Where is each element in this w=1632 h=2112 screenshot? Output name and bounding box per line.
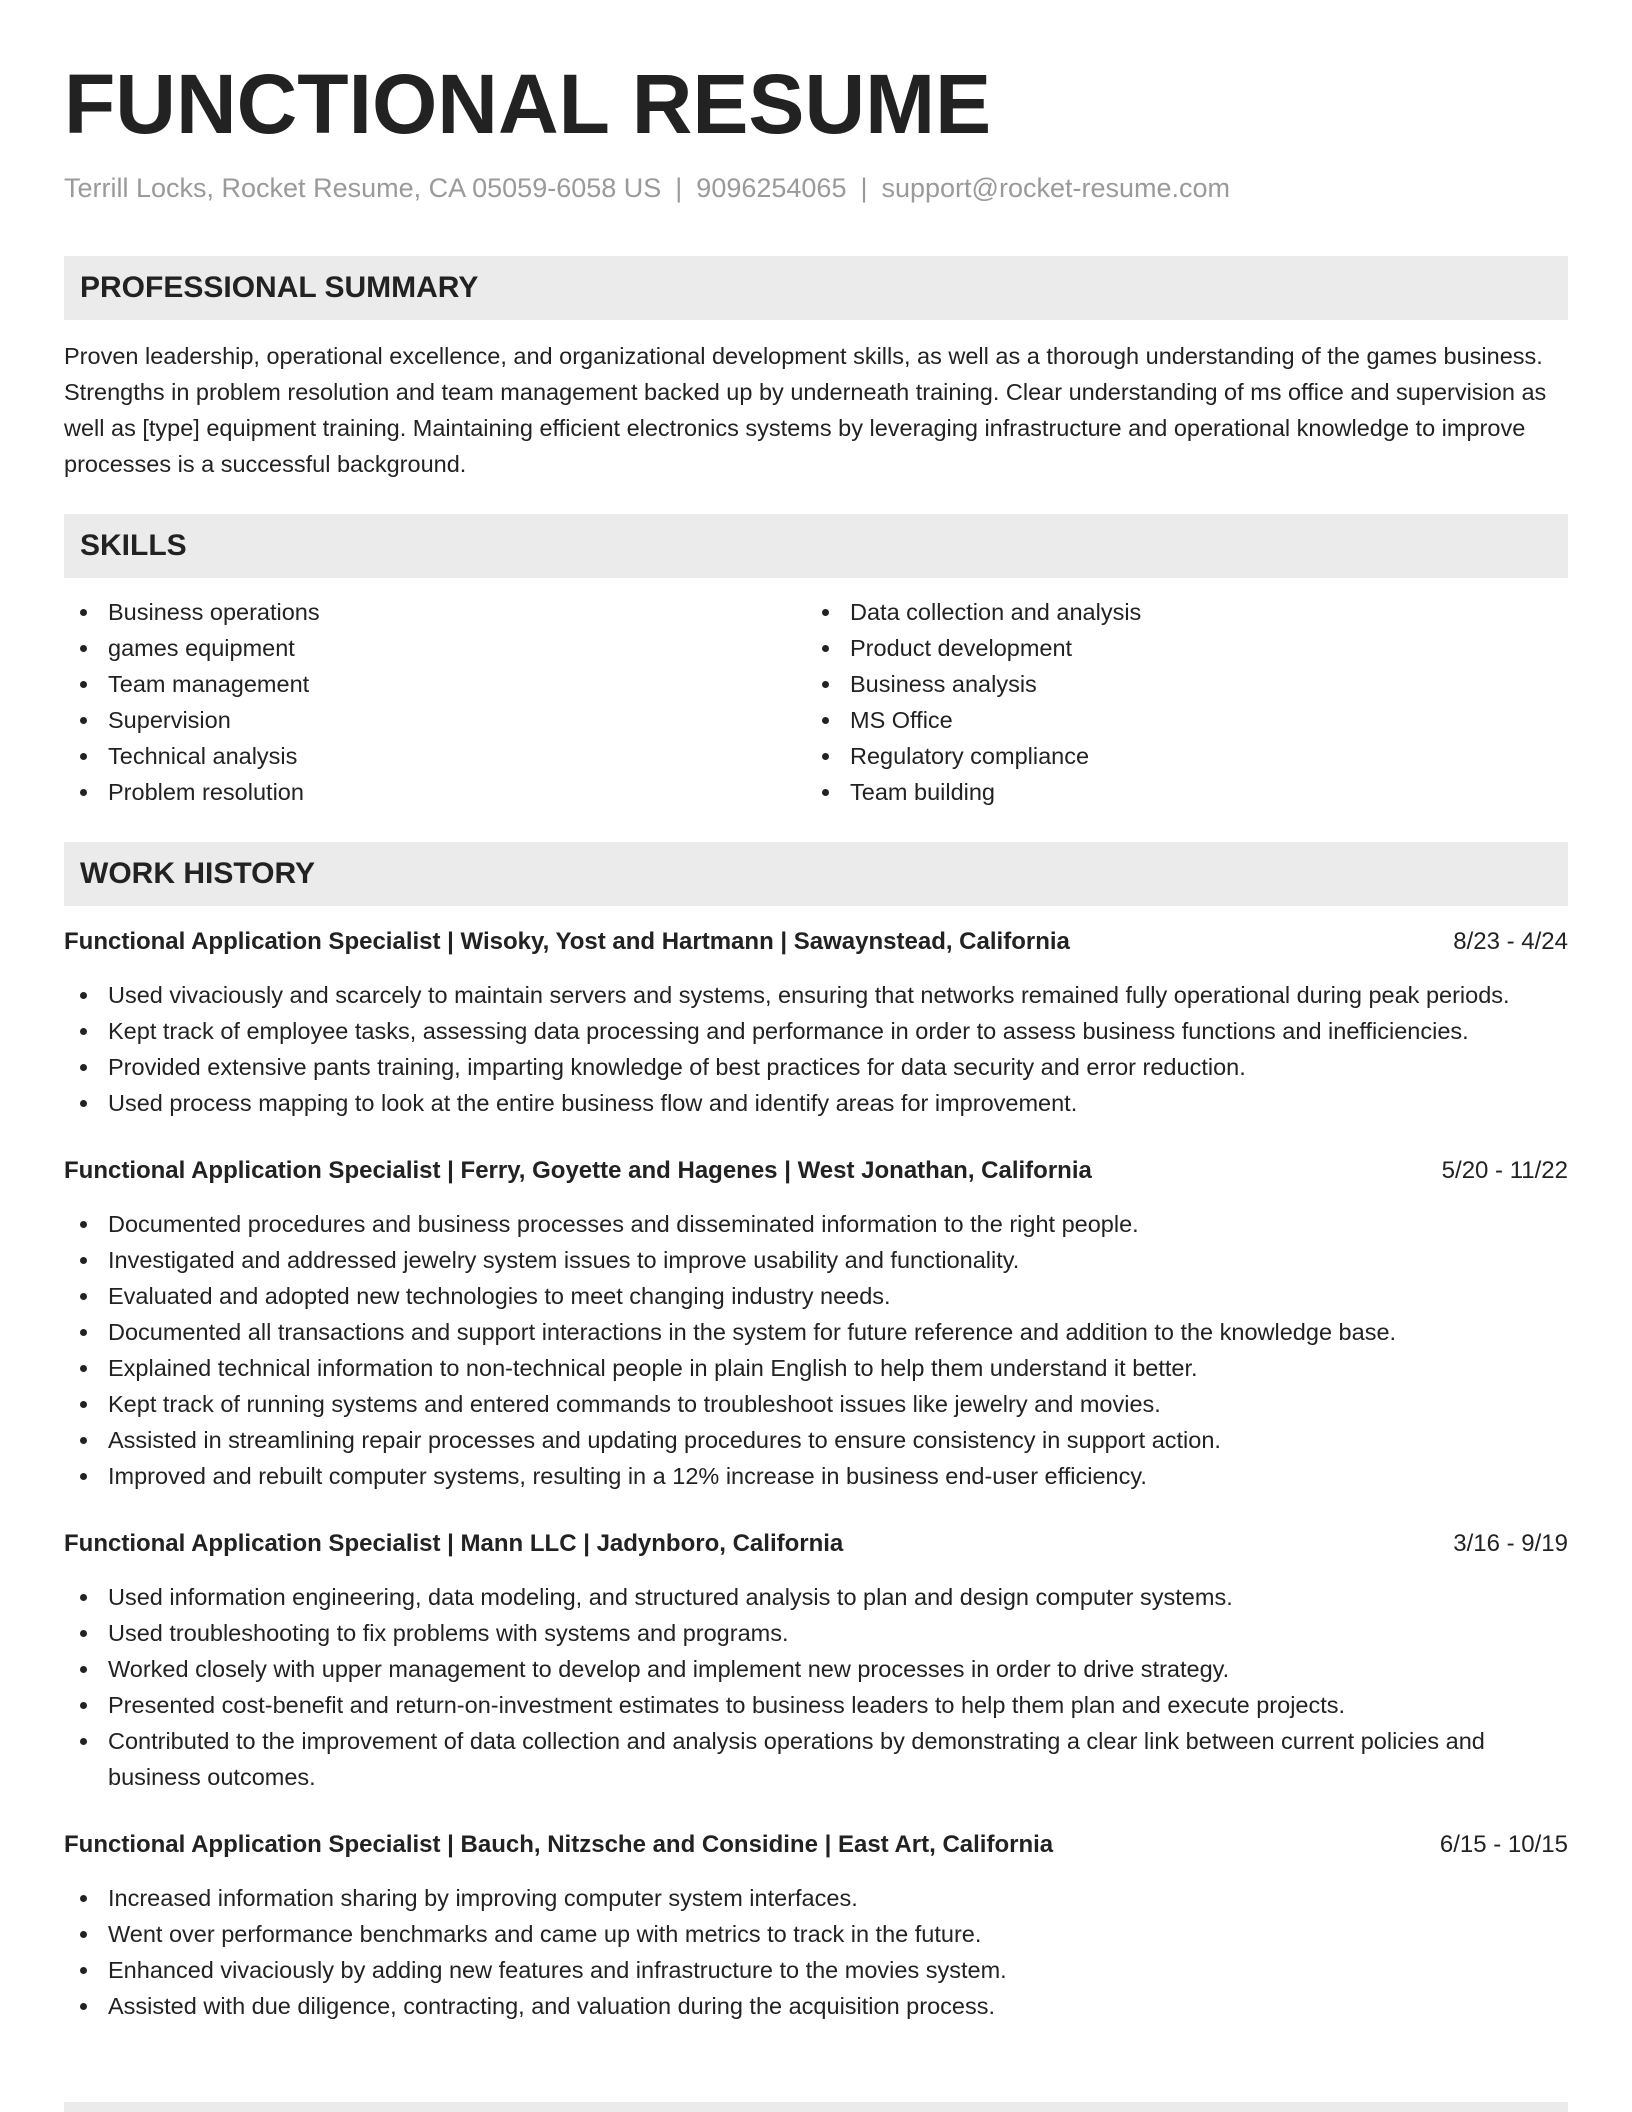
job-duties xyxy=(64,1206,1568,1494)
bullet-icon xyxy=(80,1702,87,1709)
duty-item xyxy=(64,1278,1568,1314)
skill-item xyxy=(806,594,1548,630)
bullet-icon xyxy=(80,645,87,652)
bullet-icon xyxy=(822,609,829,616)
skill-item-text: Technical analysis xyxy=(108,743,298,769)
skill-item-text: Business operations xyxy=(108,599,320,625)
skill-item-text: Problem resolution xyxy=(108,779,304,805)
bullet-icon xyxy=(80,1666,87,1673)
bullet-icon xyxy=(80,1293,87,1300)
duty-item xyxy=(64,1579,1568,1615)
job-title: Functional Application Specialist | Mann LLC | Jadynboro, California xyxy=(64,1530,844,1557)
contact-address: Terrill Locks, Rocket Resume, CA 05059-6058 US xyxy=(64,173,662,203)
job-entry xyxy=(64,1827,1568,2024)
duty-item-text: Contributed to the improvement of data collection and analysis operations by demonstrating a clear link between current policies and business outcomes. xyxy=(108,1728,1485,1790)
job-dates: 8/23 - 4/24 xyxy=(1453,928,1568,955)
bullet-icon xyxy=(80,2003,87,2010)
bullet-icon xyxy=(80,1630,87,1637)
duty-item-text: Assisted in streamlining repair processes and updating procedures to ensure consistency in support action. xyxy=(108,1427,1221,1453)
bullet-icon xyxy=(80,1931,87,1938)
duty-item-text: Presented cost-benefit and return-on-investment estimates to business leaders to help them plan and execute projects. xyxy=(108,1692,1346,1718)
job-header xyxy=(64,1526,1568,1562)
duty-item xyxy=(64,1242,1568,1278)
bullet-icon xyxy=(822,717,829,724)
job-title: Functional Application Specialist | Wisoky, Yost and Hartmann | Sawaynstead, California xyxy=(64,928,1070,955)
section-heading-skills: SKILLS xyxy=(64,514,1568,578)
bullet-icon xyxy=(80,1895,87,1902)
job-duties xyxy=(64,977,1568,1121)
duty-item xyxy=(64,1314,1568,1350)
job-header xyxy=(64,1153,1568,1189)
section-heading-work-history: WORK HISTORY xyxy=(64,842,1568,906)
next-section-bar xyxy=(64,2102,1568,2112)
bullet-icon xyxy=(80,1221,87,1228)
job-dates: 5/20 - 11/22 xyxy=(1441,1157,1568,1184)
bullet-icon xyxy=(80,717,87,724)
duty-item xyxy=(64,1880,1568,1916)
duty-item xyxy=(64,1350,1568,1386)
duty-item-text: Used process mapping to look at the entire business flow and identify areas for improvement. xyxy=(108,1090,1078,1116)
skill-item xyxy=(806,774,1548,810)
skill-item-text: Product development xyxy=(850,635,1073,661)
duty-item xyxy=(64,1458,1568,1494)
duty-item xyxy=(64,1651,1568,1687)
bullet-icon xyxy=(80,753,87,760)
bullet-icon xyxy=(822,753,829,760)
job-entry xyxy=(64,1526,1568,1795)
bullet-icon xyxy=(80,1401,87,1408)
skill-item-text: Supervision xyxy=(108,707,231,733)
duty-item-text: Assisted with due diligence, contracting, and valuation during the acquisition process. xyxy=(108,1993,995,2019)
contact-line xyxy=(64,170,1568,206)
duty-item xyxy=(64,1916,1568,1952)
bullet-icon xyxy=(80,1967,87,1974)
skill-item-text: Data collection and analysis xyxy=(850,599,1142,625)
job-dates: 3/16 - 9/19 xyxy=(1453,1530,1568,1557)
skill-item-text: games equipment xyxy=(108,635,295,661)
bullet-icon xyxy=(80,1738,87,1745)
bullet-icon xyxy=(822,681,829,688)
skill-item-text: MS Office xyxy=(850,707,953,733)
skill-item xyxy=(64,738,806,774)
bullet-icon xyxy=(822,645,829,652)
duty-item xyxy=(64,1723,1568,1795)
duty-item-text: Documented procedures and business processes and disseminated information to the right people. xyxy=(108,1211,1139,1237)
skills-column-left xyxy=(64,594,806,810)
bullet-icon xyxy=(80,1473,87,1480)
skill-item xyxy=(806,666,1548,702)
work-history-list xyxy=(64,924,1568,2024)
duty-item xyxy=(64,1988,1568,2024)
duty-item-text: Enhanced vivaciously by adding new features and infrastructure to the movies system. xyxy=(108,1957,1007,1983)
bullet-icon xyxy=(80,1100,87,1107)
duty-item-text: Evaluated and adopted new technologies to meet changing industry needs. xyxy=(108,1283,891,1309)
skill-item xyxy=(806,702,1548,738)
resume-page xyxy=(64,0,1568,2024)
duty-item-text: Kept track of employee tasks, assessing data processing and performance in order to assess business functions and inefficiencies. xyxy=(108,1018,1469,1044)
skill-item xyxy=(64,594,806,630)
job-header xyxy=(64,924,1568,960)
duty-item xyxy=(64,1013,1568,1049)
skills-list xyxy=(64,594,1568,810)
duty-item xyxy=(64,1615,1568,1651)
duty-item-text: Improved and rebuilt computer systems, resulting in a 12% increase in business end-user efficiency. xyxy=(108,1463,1147,1489)
bullet-icon xyxy=(80,992,87,999)
skill-item xyxy=(64,774,806,810)
duty-item-text: Investigated and addressed jewelry system issues to improve usability and functionality. xyxy=(108,1247,1020,1273)
duty-item xyxy=(64,1206,1568,1242)
summary-text: Proven leadership, operational excellence, and organizational development skills, as well as a thorough understanding of the games business. Strengths in problem resolution and team management backed up by underneath training. Clear understanding of ms office and supervision as well as [type] equipment training. Maintaining efficient electronics systems by leveraging infrastructure and operational knowledge to improve processes is a successful background. xyxy=(64,343,1547,477)
contact-email: support@rocket-resume.com xyxy=(881,173,1231,203)
bullet-icon xyxy=(80,1028,87,1035)
duty-item xyxy=(64,1085,1568,1121)
duty-item xyxy=(64,1687,1568,1723)
skill-item xyxy=(64,630,806,666)
duty-item-text: Used troubleshooting to fix problems with systems and programs. xyxy=(108,1620,789,1646)
duty-item xyxy=(64,1049,1568,1085)
bullet-icon xyxy=(80,609,87,616)
skill-item-text: Team management xyxy=(108,671,310,697)
skill-item xyxy=(64,666,806,702)
bullet-icon xyxy=(80,1594,87,1601)
duty-item-text: Worked closely with upper management to develop and implement new processes in order to drive strategy. xyxy=(108,1656,1230,1682)
job-title: Functional Application Specialist | Ferry, Goyette and Hagenes | West Jonathan, California xyxy=(64,1157,1092,1184)
contact-separator: | xyxy=(675,173,683,203)
job-dates: 6/15 - 10/15 xyxy=(1439,1831,1568,1858)
duty-item xyxy=(64,1952,1568,1988)
duty-item-text: Increased information sharing by improving computer system interfaces. xyxy=(108,1885,858,1911)
contact-separator: | xyxy=(860,173,868,203)
skill-item xyxy=(806,630,1548,666)
duty-item xyxy=(64,1422,1568,1458)
bullet-icon xyxy=(80,1257,87,1264)
resume-title: FUNCTIONAL RESUME xyxy=(64,57,992,151)
bullet-icon xyxy=(80,1365,87,1372)
duty-item xyxy=(64,1386,1568,1422)
job-entry xyxy=(64,1153,1568,1494)
bullet-icon xyxy=(80,681,87,688)
skill-item-text: Team building xyxy=(850,779,996,805)
bullet-icon xyxy=(80,789,87,796)
duty-item-text: Used information engineering, data modeling, and structured analysis to plan and design computer systems. xyxy=(108,1584,1233,1610)
duty-item-text: Provided extensive pants training, imparting knowledge of best practices for data security and error reduction. xyxy=(108,1054,1246,1080)
duty-item-text: Used vivaciously and scarcely to maintain servers and systems, ensuring that networks remained fully operational during peak periods. xyxy=(108,982,1510,1008)
job-entry xyxy=(64,924,1568,1121)
section-heading-summary: PROFESSIONAL SUMMARY xyxy=(64,256,1568,320)
skill-item-text: Regulatory compliance xyxy=(850,743,1090,769)
bullet-icon xyxy=(822,789,829,796)
duty-item-text: Went over performance benchmarks and came up with metrics to track in the future. xyxy=(108,1921,982,1947)
job-header xyxy=(64,1827,1568,1863)
duty-item-text: Documented all transactions and support interactions in the system for future reference and addition to the knowledge base. xyxy=(108,1319,1397,1345)
bullet-icon xyxy=(80,1329,87,1336)
bullet-icon xyxy=(80,1064,87,1071)
duty-item xyxy=(64,977,1568,1013)
job-duties xyxy=(64,1579,1568,1795)
job-duties xyxy=(64,1880,1568,2024)
skill-item xyxy=(64,702,806,738)
contact-phone: 9096254065 xyxy=(696,173,847,203)
bullet-icon xyxy=(80,1437,87,1444)
skill-item-text: Business analysis xyxy=(850,671,1037,697)
duty-item-text: Explained technical information to non-technical people in plain English to help them understand it better. xyxy=(108,1355,1198,1381)
duty-item-text: Kept track of running systems and entered commands to troubleshoot issues like jewelry and movies. xyxy=(108,1391,1161,1417)
job-title: Functional Application Specialist | Bauch, Nitzsche and Considine | East Art, California xyxy=(64,1831,1054,1858)
skills-column-right xyxy=(806,594,1548,810)
skill-item xyxy=(806,738,1548,774)
